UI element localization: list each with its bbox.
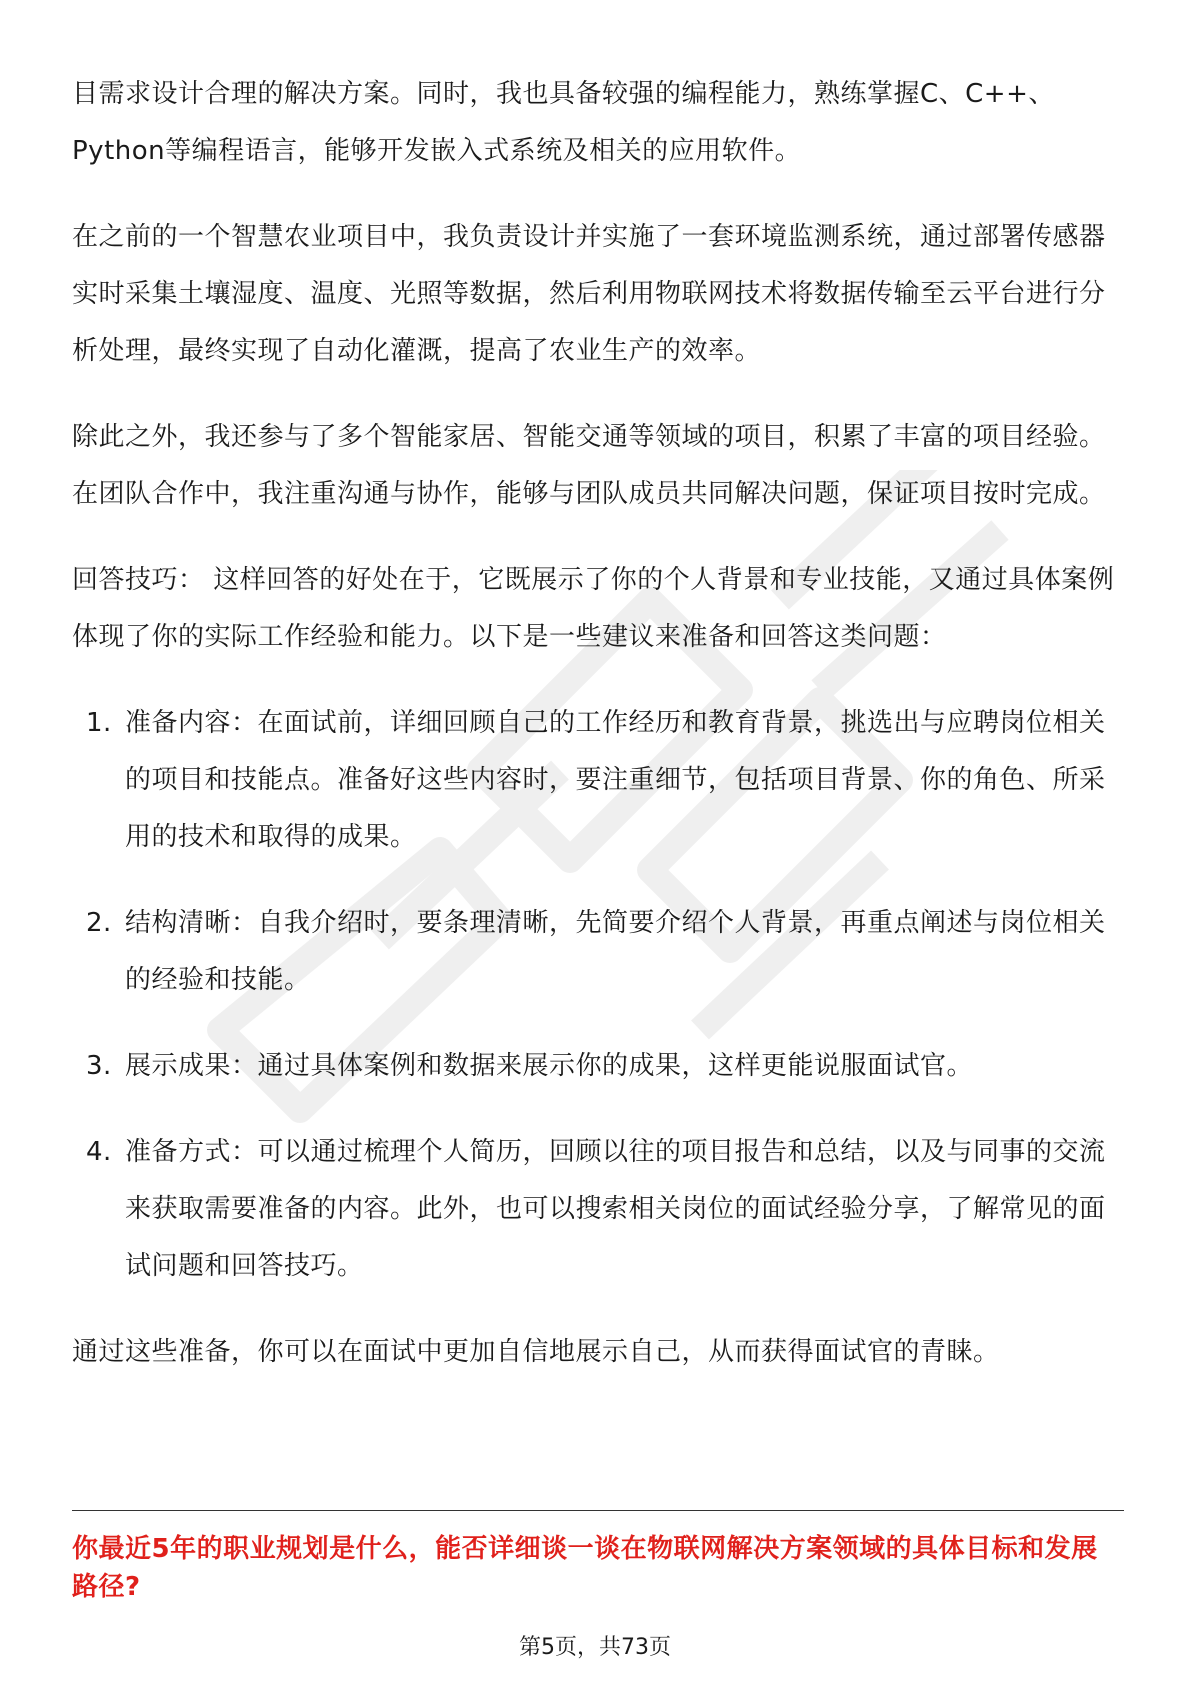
paragraph-project: 在之前的一个智慧农业项目中，我负责设计并实施了一套环境监测系统，通过部署传感器实时采集土壤湿度、温度、光照等数据，然后利用物联网技术将数据传输至云平台进行分析处理，最终实现了自动化灌溉，提高了农业生产的效率。 bbox=[72, 222, 1106, 366]
next-question-heading: 你最近5年的职业规划是什么，能否详细谈一谈在物联网解决方案领域的具体目标和发展路径? bbox=[72, 1534, 1098, 1602]
list-item-text: 准备方式：可以通过梳理个人简历，回顾以往的项目报告和总结，以及与同事的交流来获取需要准备的内容。此外，也可以搜索相关岗位的面试经验分享，了解常见的面试问题和回答技巧。 bbox=[125, 1137, 1106, 1281]
paragraph-closing: 通过这些准备，你可以在面试中更加自信地展示自己，从而获得面试官的青睐。 bbox=[72, 1337, 1000, 1367]
list-item-number: 1. bbox=[86, 708, 112, 738]
tips-list bbox=[72, 695, 1122, 1295]
list-item-text: 准备内容：在面试前，详细回顾自己的工作经历和教育背景，挑选出与应聘岗位相关的项目和技能点。准备好这些内容时，要注重细节，包括项目背景、你的角色、所采用的技术和取得的成果。 bbox=[125, 708, 1106, 852]
page-number-footer: 第5页，共73页 bbox=[519, 1635, 671, 1660]
page-body bbox=[72, 66, 1122, 1410]
list-item-text: 结构清晰：自我介绍时，要条理清晰，先简要介绍个人背景，再重点阐述与岗位相关的经验和技能。 bbox=[125, 908, 1106, 995]
section-divider bbox=[72, 1510, 1124, 1511]
paragraph-skills: 目需求设计合理的解决方案。同时，我也具备较强的编程能力，熟练掌握C、C++、Python等编程语言，能够开发嵌入式系统及相关的应用软件。 bbox=[72, 79, 1055, 166]
list-item bbox=[72, 1124, 1122, 1295]
list-item bbox=[72, 695, 1122, 866]
list-item-number: 3. bbox=[86, 1051, 112, 1081]
paragraph-answer-tips: 回答技巧： 这样回答的好处在于，它既展示了你的个人背景和专业技能，又通过具体案例体现了你的实际工作经验和能力。以下是一些建议来准备和回答这类问题： bbox=[72, 565, 1115, 652]
paragraph-experience: 除此之外，我还参与了多个智能家居、智能交通等领域的项目，积累了丰富的项目经验。在团队合作中，我注重沟通与协作，能够与团队成员共同解决问题，保证项目按时完成。 bbox=[72, 422, 1106, 509]
list-item-text: 展示成果：通过具体案例和数据来展示你的成果，这样更能说服面试官。 bbox=[125, 1051, 974, 1081]
list-item bbox=[72, 895, 1122, 1009]
list-item bbox=[72, 1038, 1122, 1095]
list-item-number: 4. bbox=[86, 1137, 112, 1167]
list-item-number: 2. bbox=[86, 908, 112, 938]
